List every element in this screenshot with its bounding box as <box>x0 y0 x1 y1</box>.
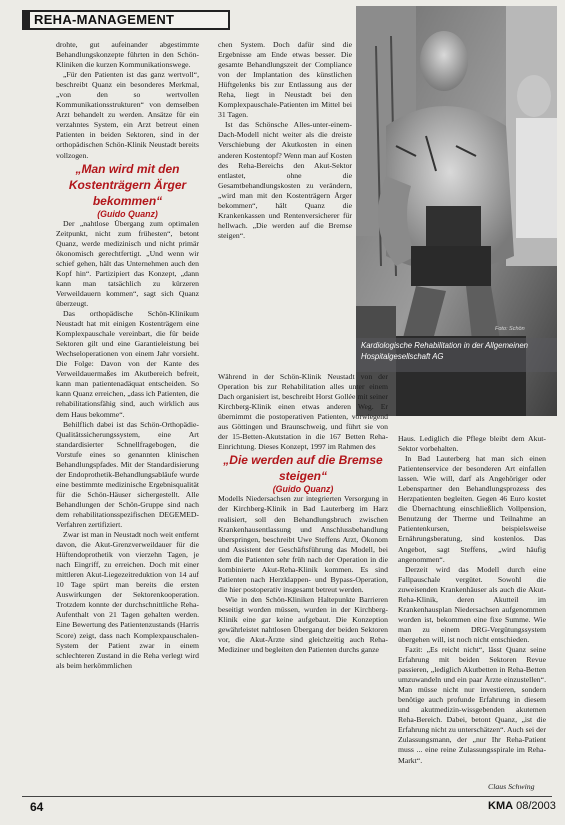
paragraph: In Bad Lauterberg hat man sich einen Patientenservice der besonderen Art einfallen lassen. Wie will, darf als Angehöriger oder Lebenspartner den Behandlungsprozess des Herzpatienten begleiten. Gegen 46 Euro kostet die Übernachtung einschließlich Vollpension, Benutzung der Therme und Teilnahme an Patientenkursen, beispielsweise Ernährungsberatung, sind kostenlos. Das Angebot, sagt Steffens, „wird häufig angenommen“. <box>398 454 546 564</box>
article-column-right <box>398 434 546 782</box>
paragraph: Haus. Lediglich die Pflege bleibt dem Akut-Sektor vorbehalten. <box>398 434 546 454</box>
paragraph: Wie in den Schön-Kliniken Haltepunkte Barrieren beseitigt worden müssen, wurden in der Kirchberg-Klinik eine gar keine aufgebaut. Die Konzeption gewährleistet nahtlosen Übergang der beiden Sektoren vor, die Akut-Ärzte sind gleichzeitig auch Reha-Mediziner und begleiten den Patienten durchs ganze <box>218 594 388 655</box>
paragraph: Fazit: „Es reicht nicht“, lässt Quanz seine Erfahrung mit beiden Sektoren Revue passieren, „lediglich Akutbetten in Reha-Betten umzuwandeln und ein paar Ärzte einzustellen“. Man müsse nicht nur investieren, sondern benötige auch profunde Erfahrung in diesem und akutmedizin-wissgebenden akutemen Reha-Bereich. Dabei, betont Quanz, „ist die Erfahrung nicht zu unterschätzen“. Auch sei der Zulassungsmann, der „nur Ihr Reha-Patient muss ... eine reine Zulassungsspirale im Reha-Markt“. <box>398 644 546 765</box>
paragraph: Der „nahtlose Übergang zum optimalen Zeitpunkt, nicht zum frühesten“, betont Quanz, werde medizinisch und nicht primär ökonomisch gerechtfertigt. „Und wenn wir schief gehen, hält das Unternehmen auch den Kopf hin“. Partizipiert das Konzept, „dann kann man tatsächlich zu kürzeren Verweildauern kommen“, sagt sich Quanz überzeugt. <box>56 218 199 308</box>
publication-name: KMA <box>488 800 514 812</box>
photo-caption: Kardiologische Rehabilitation in der Allgemeinen Hospitalgesellschaft AG <box>356 338 557 372</box>
article-column-middle-top <box>218 40 352 376</box>
article-column-middle-bottom <box>218 372 388 782</box>
paragraph: Derzeit wird das Modell durch eine Fallpauschale vergütet. Sowohl die zuweisenden Krankenhäuser als auch die Akut-Reha-Klinik, deren Akutteil im Krankenhausplan Niedersachsen aufgenommen worden ist, bekommen eine fixe Summe. Wie man zu einem DRG-Vergütungssystem übergehen will, ist noch nicht entschieden. <box>398 564 546 644</box>
author-byline: Claus Schwing <box>488 782 535 791</box>
paragraph: Modells Niedersachsen zur integrierten Versorgung in der Kirchberg-Klinik in Bad Lauterberg im Harz realisiert, soll den Behandlungsbruch zwischen Krankenhausentlassung und Anschlussbehandlung überspringen, beschreibt Uwe Steffens Arzt, Ökonom und Assistent der Geschäftsführung das Modell, bei dem die Patienten sehr früh nach der Operation in die kombinierte Akut-Reha-Klinik kommen. Es sind Patienten nach Herzklappen- und Bypass-Operation, die hier postoperativ insgesamt betreut werden. <box>218 494 388 594</box>
paragraph: „Für den Patienten ist das ganz wertvoll“, beschreibt Quanz ein besonderes Merkmal, „von den so wertvollen Kommunikationsstrukturen“ von demselben Arzt behandelt zu werden. Ansätze für ein verzahntes System, ein Arzt betreut einen Patienten in beiden Sektoren, sind in der orthopädischen Schön-Klinik Neustadt bereits vollzogen. <box>56 70 199 160</box>
footer-divider <box>22 796 552 797</box>
pullquote: „Die werden auf die Bremse steigen“ <box>223 453 383 484</box>
photo-credit: Foto: Schön <box>495 326 525 332</box>
article-column-left <box>56 40 199 782</box>
paragraph: Das orthopädische Schön-Klinikum Neustadt hat mit einigen Kostenträgern eine Komplexpauschale vereinbart, die für beide Sektoren gilt und eine Garantieleistung bei Wechseloperationen von einem Jahr vorsieht. Die Folge: Davon von der Kante des Verweildauermaßes im Akutbereich befreit, kann man patientenadäquat entscheiden. So kann Quanz erreichen, „dass ich Patienten, die rehabilitationsfähig sind, auch wirklich aus dem Haus bekomme“. <box>56 309 199 419</box>
pullquote-source: (Guido Quanz) <box>272 484 334 495</box>
section-title: REHA-MANAGEMENT <box>34 12 175 27</box>
publication-footer <box>488 800 556 812</box>
pullquote-source: (Guido Quanz) <box>97 208 158 219</box>
paragraph: Behilflich dabei ist das Schön-Orthopädie-Qualitätssicherungssystem, eine Art standardisierter Schnellfragebogen, die Vorstufe eines so genannten klinischen Behandlungspfades. Mit der Standardisierung der Endoprothetik-Behandlungsabläufe wurde eine bestimmte medizinische Ergebnisqualität für die Schön-Häuser sichergestellt. Alle Behandlungen der Schön-Gruppe sind nach dem rehabilitationsspezifischen DEGEMED-Verfahren zertifiziert. <box>56 419 199 530</box>
issue-number: 08/2003 <box>516 800 556 812</box>
paragraph: Während in der Schön-Klinik Neustadt von der Operation bis zur Rehabilitation alles unter einem Dach organisiert ist, beschreibt Horst Gollée mit seiner Kirchberg-Klinik einen etwas anderen Weg. Er übernimmt die postoperativen Patienten, vorwiegend aus Göttingen und Braunschweig, und führt sie von der 15-Betten-Akutstation in die 167 Betten Reha-Einrichtung. Dieses Konzept, 1997 im Rahmen des <box>218 372 388 452</box>
page-number: 64 <box>30 800 44 814</box>
paragraph: Ist das Schönsche Alles-unter-einem-Dach-Modell nicht weiter als die dreiste Verschiebung der Akutkosten in einen anderen Kostentopf? Wenn man auf Kosten des Reha-Bereichs den Akut-Sektor entlastet, ohne die Gesamtbehandlungskosten zu verändern, „wird man mit den Kostenträgern Ärger bekommen“, hält Quanz die Krankenkassen und Rentenversicherer für hellwach. „Die werden auf die Bremse steigen“. <box>218 120 352 240</box>
paragraph: Zwar ist man in Neustadt noch weit entfernt davon, die Akut-Grenzverweildauer für die Hüftendoprothetik von vierzehn Tagen, je nach Eingriff, zu erreichen. Doch mit einer mittleren Akut-Liegezeitreduktion von 14 auf 10 Tage spürt man bereits die ersten Auswirkungen der Sektorenkooperation. Trotzdem konnte der durchschnittliche Reha-Aufenthalt von 21 Tagen gehalten werden. Eine Bewertung des Patientenzustands (Harris Score) zeigt, dass nach Komplexpauschalen-System der Patient zwar in einem schlechteren Zustand in die Reha verlegt wird als beim herkömmlichen <box>56 530 199 670</box>
pullquote: „Man wird mit den Kostenträgern Ärger bekommen“ <box>68 161 187 208</box>
paragraph: chen System. Doch dafür sind die Ergebnisse am Ende etwas besser. Die gesamte Behandlungszeit der Compliance von der Implantation des künstlichen Hüftgelenks bis zur Entlassung aus der Reha, liegt in Neustadt bei den Komplexpauschale-Patienten im Mittel bei 31 Tagen. <box>218 40 352 120</box>
paragraph: drohte, gut aufeinander abgestimmte Behandlungskonzepte führten in den Schön-Kliniken die kurzen Kommunikationswege. <box>56 40 199 70</box>
